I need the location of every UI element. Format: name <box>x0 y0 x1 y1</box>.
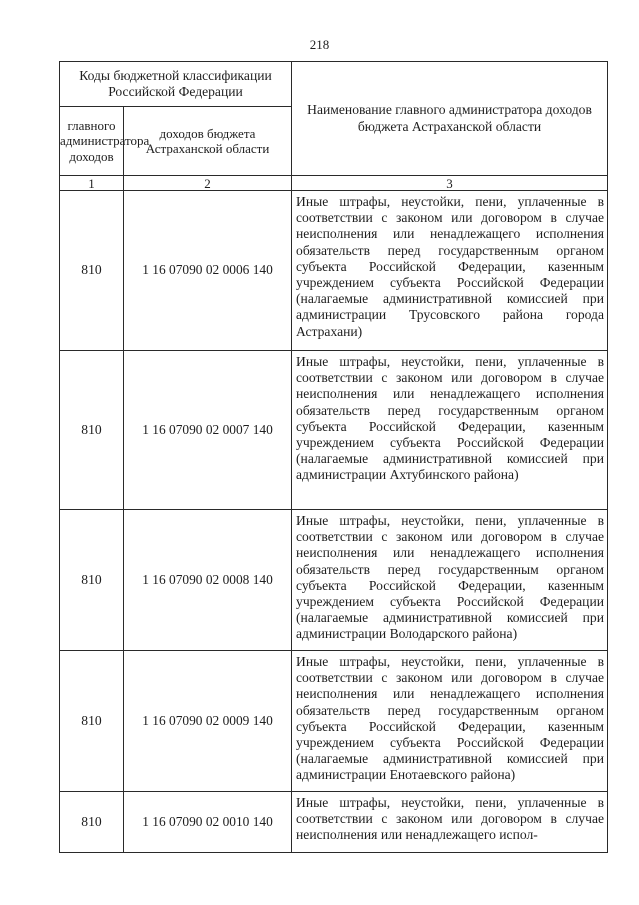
page-number: 218 <box>309 37 330 52</box>
description-cell: Иные штрафы, неустойки, пени, уплаченные в соответствии с законом или договором в случае неисполнения или ненадлежащего исполнения обязательств перед государственным органом субъекта Российской Федерации, казенным учреждением субъекта Российской Федерации (налагаемые административной комиссией при администрации Трусовского района города Астрахани) <box>292 191 608 351</box>
table-row <box>60 510 608 651</box>
admin-code-cell: 810 <box>60 510 124 651</box>
budget-classification-table <box>59 61 608 853</box>
description-cell: Иные штрафы, неустойки, пени, уплаченные в соответствии с законом или договором в случае неисполнения или ненадлежащего исполнения обязательств перед государственным органом субъекта Российской Федерации, казенным учреждением субъекта Российской Федерации (налагаемые административной комиссией при администрации Володарского района) <box>292 510 608 651</box>
column-number: 3 <box>292 176 608 191</box>
admin-code-cell: 810 <box>60 792 124 853</box>
column-number: 2 <box>124 176 292 191</box>
codes-group-header: Коды бюджетной классификации Российской Федерации <box>60 62 292 107</box>
description-cell: Иные штрафы, неустойки, пени, уплаченные в соответствии с законом или договором в случае неисполнения или ненадлежащего исполнения обязательств перед государственным органом субъекта Российской Федерации, казенным учреждением субъекта Российской Федерации (налагаемые административной комиссией при администрации Енотаевского района) <box>292 651 608 792</box>
income-code-cell: 1 16 07090 02 0010 140 <box>124 792 292 853</box>
table-row <box>60 191 608 351</box>
table-row <box>60 651 608 792</box>
table-row <box>60 351 608 510</box>
income-code-cell: 1 16 07090 02 0009 140 <box>124 651 292 792</box>
admin-code-header: главного администратора доходов <box>60 107 124 176</box>
description-cell: Иные штрафы, неустойки, пени, уплаченные в соответствии с законом или договором в случае неисполнения или ненадлежащего исполнения обязательств перед государственным органом субъекта Российской Федерации, казенным учреждением субъекта Российской Федерации (налагаемые административной комиссией при администрации Ахтубинского района) <box>292 351 608 510</box>
administrator-name-header: Наименование главного администратора доходов бюджета Астраханской области <box>292 62 608 176</box>
column-number-row <box>60 176 608 191</box>
admin-code-cell: 810 <box>60 351 124 510</box>
income-code-cell: 1 16 07090 02 0006 140 <box>124 191 292 351</box>
column-number: 1 <box>60 176 124 191</box>
admin-code-cell: 810 <box>60 191 124 351</box>
table-row <box>60 792 608 853</box>
income-code-cell: 1 16 07090 02 0008 140 <box>124 510 292 651</box>
income-code-header: доходов бюджета Астраханской области <box>124 107 292 176</box>
description-cell: Иные штрафы, неустойки, пени, уплаченные в соответствии с законом или договором в случае неисполнения или ненадлежащего испол- <box>292 792 608 853</box>
admin-code-cell: 810 <box>60 651 124 792</box>
income-code-cell: 1 16 07090 02 0007 140 <box>124 351 292 510</box>
